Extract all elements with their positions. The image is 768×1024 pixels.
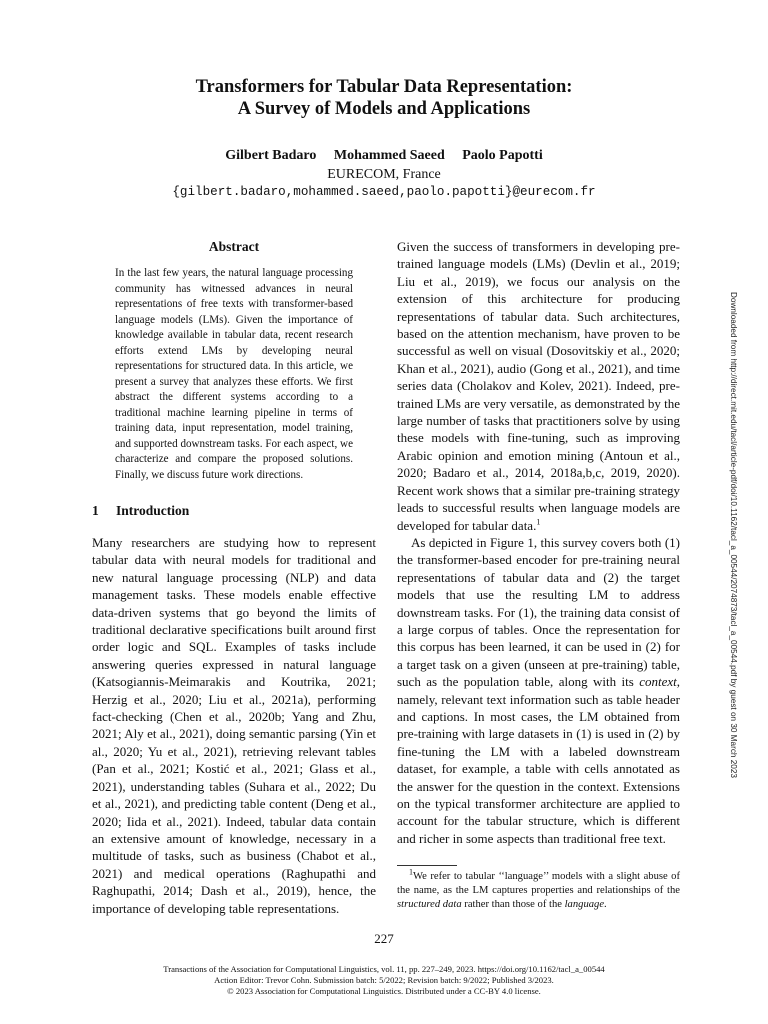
emphasis-text: context: [639, 674, 677, 690]
paper-title: [0, 76, 768, 120]
author-name: Paolo Papotti: [462, 148, 543, 163]
paragraph-text: , namely, relevant text information such as table header and captions. In most cases, the LM obtained from pre-training with large datasets in (1) is used in (2) by fine-tuning the LM with a labeled downstream dataset, for example, a table with cells annotated as the answer for the question in the context. Extensions on the typical transformer architecture are applied to account for the tabular structure, which is different and richer in some aspects than traditional free text.: [397, 674, 680, 846]
footnote-text: We refer to tabular ‘‘language’’ models with a slight abuse of the name, as the LM captures properties and relationships of the: [397, 871, 680, 897]
email-list: {gilbert.badaro,mohammed.saeed,paolo.papotti}@eurecom.fr: [172, 185, 596, 199]
footer-citation: Transactions of the Association for Computational Linguistics, vol. 11, pp. 227–249, 2023. https://doi.org/10.1162/tacl_a_00544: [163, 964, 605, 974]
abstract-heading: Abstract: [208, 239, 260, 254]
author-list: [0, 147, 768, 165]
section-title: Introduction: [116, 503, 190, 518]
emphasis-text: language: [564, 899, 605, 911]
right-column: [397, 238, 680, 912]
footnote-divider: [397, 865, 457, 866]
footer-license: © 2023 Association for Computational Linguistics. Distributed under a CC-BY 4.0 license.: [227, 986, 541, 996]
affiliation: EURECOM, France: [327, 167, 441, 182]
footnote-mark: 1: [409, 867, 413, 877]
abstract-text: In the last few years, the natural language processing community has witnessed advances in neural representations of free texts with transformer-based language models (LMs). Given the importance of knowledge available in tabular data, recent research efforts extend LMs by developing neural representations for structured data. In this article, we present a survey that analyzes these efforts. We first abstract the different systems according to a traditional machine learning pipeline in terms of training data, input representation, model training, and supported downstream tasks. For each aspect, we characterize and compare the proposed solutions. Finally, we discuss future work directions.: [115, 267, 353, 481]
footnote-text: .: [604, 899, 607, 911]
author-name: Gilbert Badaro: [225, 148, 317, 163]
author-emails: [0, 183, 768, 201]
journal-footer: [0, 964, 768, 997]
intro-paragraph-1: Many researchers are studying how to represent tabular data with neural models for traditional and new natural language processing (NLP) and data management tasks. These models enable effective data-driven systems that go beyond the limits of traditional declarative specifications built around first order logic and SQL. Examples of tasks include answering queries expressed in natural language (Katsogiannis-Meimarakis and Koutrika, 2021; Herzig et al., 2020; Liu et al., 2021a), performing fact-checking (Chen et al., 2020b; Yang and Zhu, 2021; Aly et al., 2021), doing semantic parsing (Yin et al., 2020; Yu et al., 2021), retrieving relevant tables (Pan et al., 2021; Kostić et al., 2021; Glass et al., 2021), understanding tables (Suhara et al., 2022; Du et al., 2021), and predicting table content (Deng et al., 2020; Iida et al., 2021). Indeed, tabular data contain an extensive amount of knowledge, necessary in a multitude of tasks, such as business (Chabot et al., 2021) and medical operations (Raghupathi and Raghupathi, 2014; Dash et al., 2019), hence, the importance of developing table representations.: [92, 535, 376, 916]
author-name: Mohammed Saeed: [333, 148, 445, 163]
title-line-1: Transformers for Tabular Data Representation:: [195, 77, 573, 97]
paragraph-text: Given the success of transformers in developing pre-trained language models (LMs) (Devlin et al., 2019; Liu et al., 2019), we focus our analysis on the extension of this architecture for producing representations of tabular data. Such architectures, based on the attention mechanism, have proven to be successful as well on visual (Dosovitskiy et al., 2020; Khan et al., 2021), audio (Gong et al., 2021), and time series data (Cholakov and Kolev, 2021). Indeed, pre-trained LMs are very versatile, as demonstrated by the large number of tasks that practitioners solve by using these models with fine-tuning, such as improving Arabic opinion and emotion mining (Antoun et al., 2020; Badaro et al., 2014, 2018a,b,c, 2019, 2020). Recent work shows that a similar pre-training strategy leads to successful results when language models are developed for tabular data.: [397, 239, 680, 533]
section-number: 1: [92, 503, 99, 518]
download-sidebar: [729, 292, 744, 778]
page-number: 227: [374, 931, 394, 946]
download-note: Downloaded from http://direct.mit.edu/tacl/article-pdf/doi/10.1162/tacl_a_00544/2074873/tacl_a_00544.pdf by guest on 30 March 2023: [729, 292, 738, 778]
intro-paragraph-2: [397, 238, 680, 534]
intro-paragraph-3: [397, 534, 680, 847]
footnote-text: rather than those of the: [461, 899, 565, 911]
section-heading-introduction: [92, 502, 376, 520]
left-column: [92, 238, 376, 917]
title-line-2: A Survey of Models and Applications: [237, 99, 531, 119]
paragraph-text: As depicted in Figure 1, this survey covers both (1) the transformer-based encoder for pre-training neural representations of tabular data and (2) the target models that use the resulting LM to address downstream tasks. For (1), the training data consist of a large corpus of tables. Once the representation for this corpus has been learned, it can be used in (2) for a target task on a given (unseen at pre-training) table, such as the population table, along with its: [397, 534, 680, 690]
footnote: [397, 867, 680, 912]
footnote-reference[interactable]: 1: [536, 517, 541, 527]
footer-editor: Action Editor: Trevor Cohn. Submission batch: 5/2022; Revision batch: 9/2022; Published 3/2023.: [214, 975, 554, 985]
emphasis-text: structured data: [397, 899, 462, 911]
